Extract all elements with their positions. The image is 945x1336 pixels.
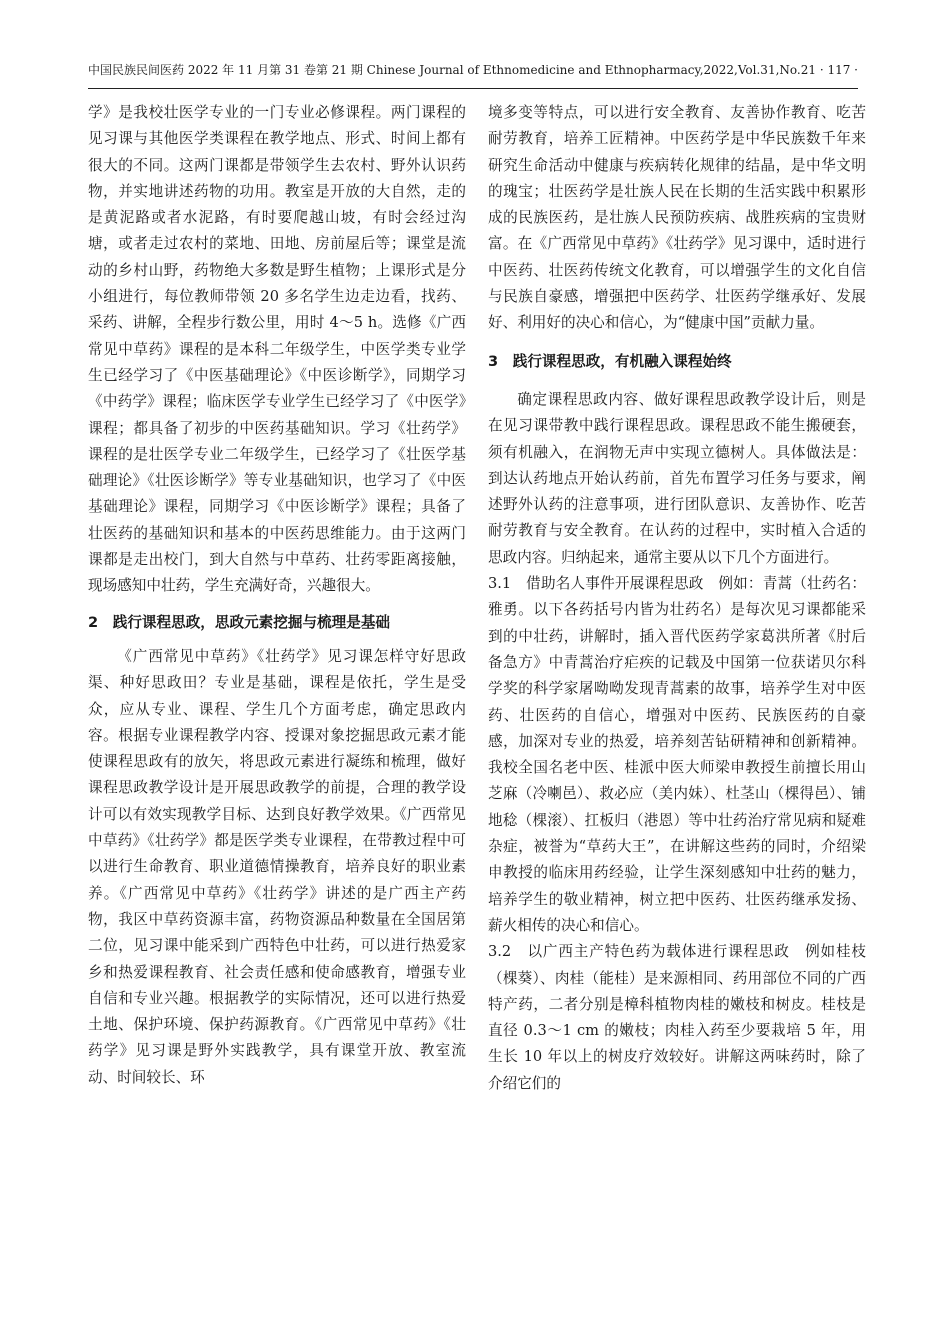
journal-citation: 中国民族民间医药 2022 年 11 月第 31 卷第 21 期 Chinese Journal of Ethnomedicine and Ethnopharmacy,2022,Vol.31,No.21 — [88, 63, 816, 77]
page-number: · 117 · — [819, 63, 858, 77]
paragraph-continued: 学》是我校壮医学专业的一门专业必修课程。两门课程的见习课与其他医学类课程在教学地点、形式、时间上都有很大的不同。这两门课都是带领学生去农村、野外认识药物，并实地讲述药物的功用。教室是开放的大自然，走的是黄泥路或者水泥路，有时要爬越山坡，有时会经过沟塘，或者走过农村的菜地、田地、房前屋后等；课堂是流动的乡村山野，药物绝大多数是野生植物；上课形式是分小组进行，每位教师带领 20 多名学生边走边看，找药、采药、讲解，全程步行数公里，用时 4～5 h。选修《广西常见中草药》课程的是本科二年级学生，中医学类专业学生已经学习了《中医基础理论》《中医诊断学》，同期学习《中药学》课程；临床医学专业学生已经学习了《中医学》课程；都具备了初步的中医药基础知识。学习《壮药学》课程的是壮医学专业二年级学生，已经学习了《壮医学基础理论》《壮医诊断学》等专业基础知识，也学习了《中医基础理论》课程，同期学习《中医诊断学》课程；具备了壮医药的基础知识和基本的中医药思维能力。由于这两门课都是走出校门，到大自然与中草药、壮药零距离接触，现场感知中壮药，学生充满好奇，兴趣很大。 — [88, 104, 466, 595]
section-heading-2: 2 践行课程思政，思政元素挖掘与梳理是基础 — [88, 613, 391, 631]
left-column — [88, 100, 466, 1091]
paragraph: 确定课程思政内容、做好课程思政教学设计后，则是在见习课带教中践行课程思政。课程思政不能生搬硬套，须有机融入，在润物无声中实现立德树人。具体做法是：到达认药地点开始认药前，首先布置学习任务与要求，阐述野外认药的注意事项，进行团队意识、友善协作、吃苦耐劳教育与安全教育。在认药的过程中，实时植入合适的思政内容。归纳起来，通常主要从以下几个方面进行。 — [488, 390, 866, 566]
paragraph-continued: 境多变等特点，可以进行安全教育、友善协作教育、吃苦耐劳教育，培养工匠精神。中医药学是中华民族数千年来研究生命活动中健康与疾病转化规律的结晶，是中华文明的瑰宝；壮医药学是壮族人民在长期的生活实践中积累形成的民族医药，是壮族人民预防疾病、战胜疾病的宝贵财富。在《广西常见中草药》《壮药学》见习课中，适时进行中医药、壮医药传统文化教育，可以增强学生的文化自信与民族自豪感，增强把中医药学、壮医药学继承好、发展好、利用好的决心和信心，为“健康中国”贡献力量。 — [488, 104, 866, 332]
section-heading-3: 3 践行课程思政，有机融入课程始终 — [488, 352, 732, 370]
paragraph: 《广西常见中草药》《壮药学》见习课怎样守好思政渠、种好思政田？专业是基础，课程是依托，学生是受众，应从专业、课程、学生几个方面考虑，确定思政内容。根据专业课程教学内容、授课对象挖掘思政元素才能使课程思政有的放矢，将思政元素进行凝练和梳理，做好课程思政教学设计是开展思政教学的前提，合理的教学设计可以有效实现教学目标、达到良好教学效果。《广西常见中草药》《壮药学》都是医学类专业课程，在带教过程中可以进行生命教育、职业道德情操教育，培养良好的职业素养。《广西常见中草药》《壮药学》讲述的是广西主产药物，我区中草药资源丰富，药物资源品种数量在全国居第二位，见习课中能采到广西特色中壮药，可以进行热爱家乡和热爱课程教育、社会责任感和使命感教育，增强专业自信和专业兴趣。根据教学的实际情况，还可以进行热爱土地、保护环境、保护药源教育。《广西常见中草药》《壮药学》见习课是野外实践教学，具有课堂开放、教室流动、时间较长、环 — [88, 647, 466, 1086]
subsection-3-1: 3.1 借助名人事件开展课程思政 例如：青蒿（壮药名：雅勇。以下各药括号内皆为壮药名）是每次见习课都能采到的中壮药，讲解时，插入晋代医药学家葛洪所著《肘后备急方》中青蒿治疗疟疾的记载及中国第一位获诺贝尔科学奖的科学家屠呦呦发现青蒿素的故事，培养学生对中医药、壮医药的自信心，增强对中医药、民族医药的自豪感，加深对专业的热爱，培养刻苦钻研精神和创新精神。我校全国名老中医、桂派中医大师梁申教授生前擅长用山芝麻（冷喇邑）、救必应（美内妹）、杜茎山（棵得邑）、铺地稔（棵滚）、扛板归（港恩）等中壮药治疗常见病和疑难杂症，被誉为“草药大王”，在讲解这些药的同时，介绍梁申教授的临床用药经验，让学生深刻感知中壮药的魅力，培养学生的敬业精神，树立把中医药、壮医药继承发扬、薪火相传的决心和信心。 — [488, 575, 866, 934]
right-column — [488, 100, 866, 1097]
subsection-3-2: 3.2 以广西主产特色药为载体进行课程思政 例如桂枝（棵葵）、肉桂（能桂）是来源相同、药用部位不同的广西特产药，二者分别是樟科植物肉桂的嫩枝和树皮。桂枝是直径 0.3～1 cm 的嫩枝；肉桂入药至少要栽培 5 年，用生长 10 年以上的树皮疗效较好。讲解这两味药时，除了介绍它们的 — [488, 943, 866, 1092]
header-rule — [88, 88, 858, 89]
